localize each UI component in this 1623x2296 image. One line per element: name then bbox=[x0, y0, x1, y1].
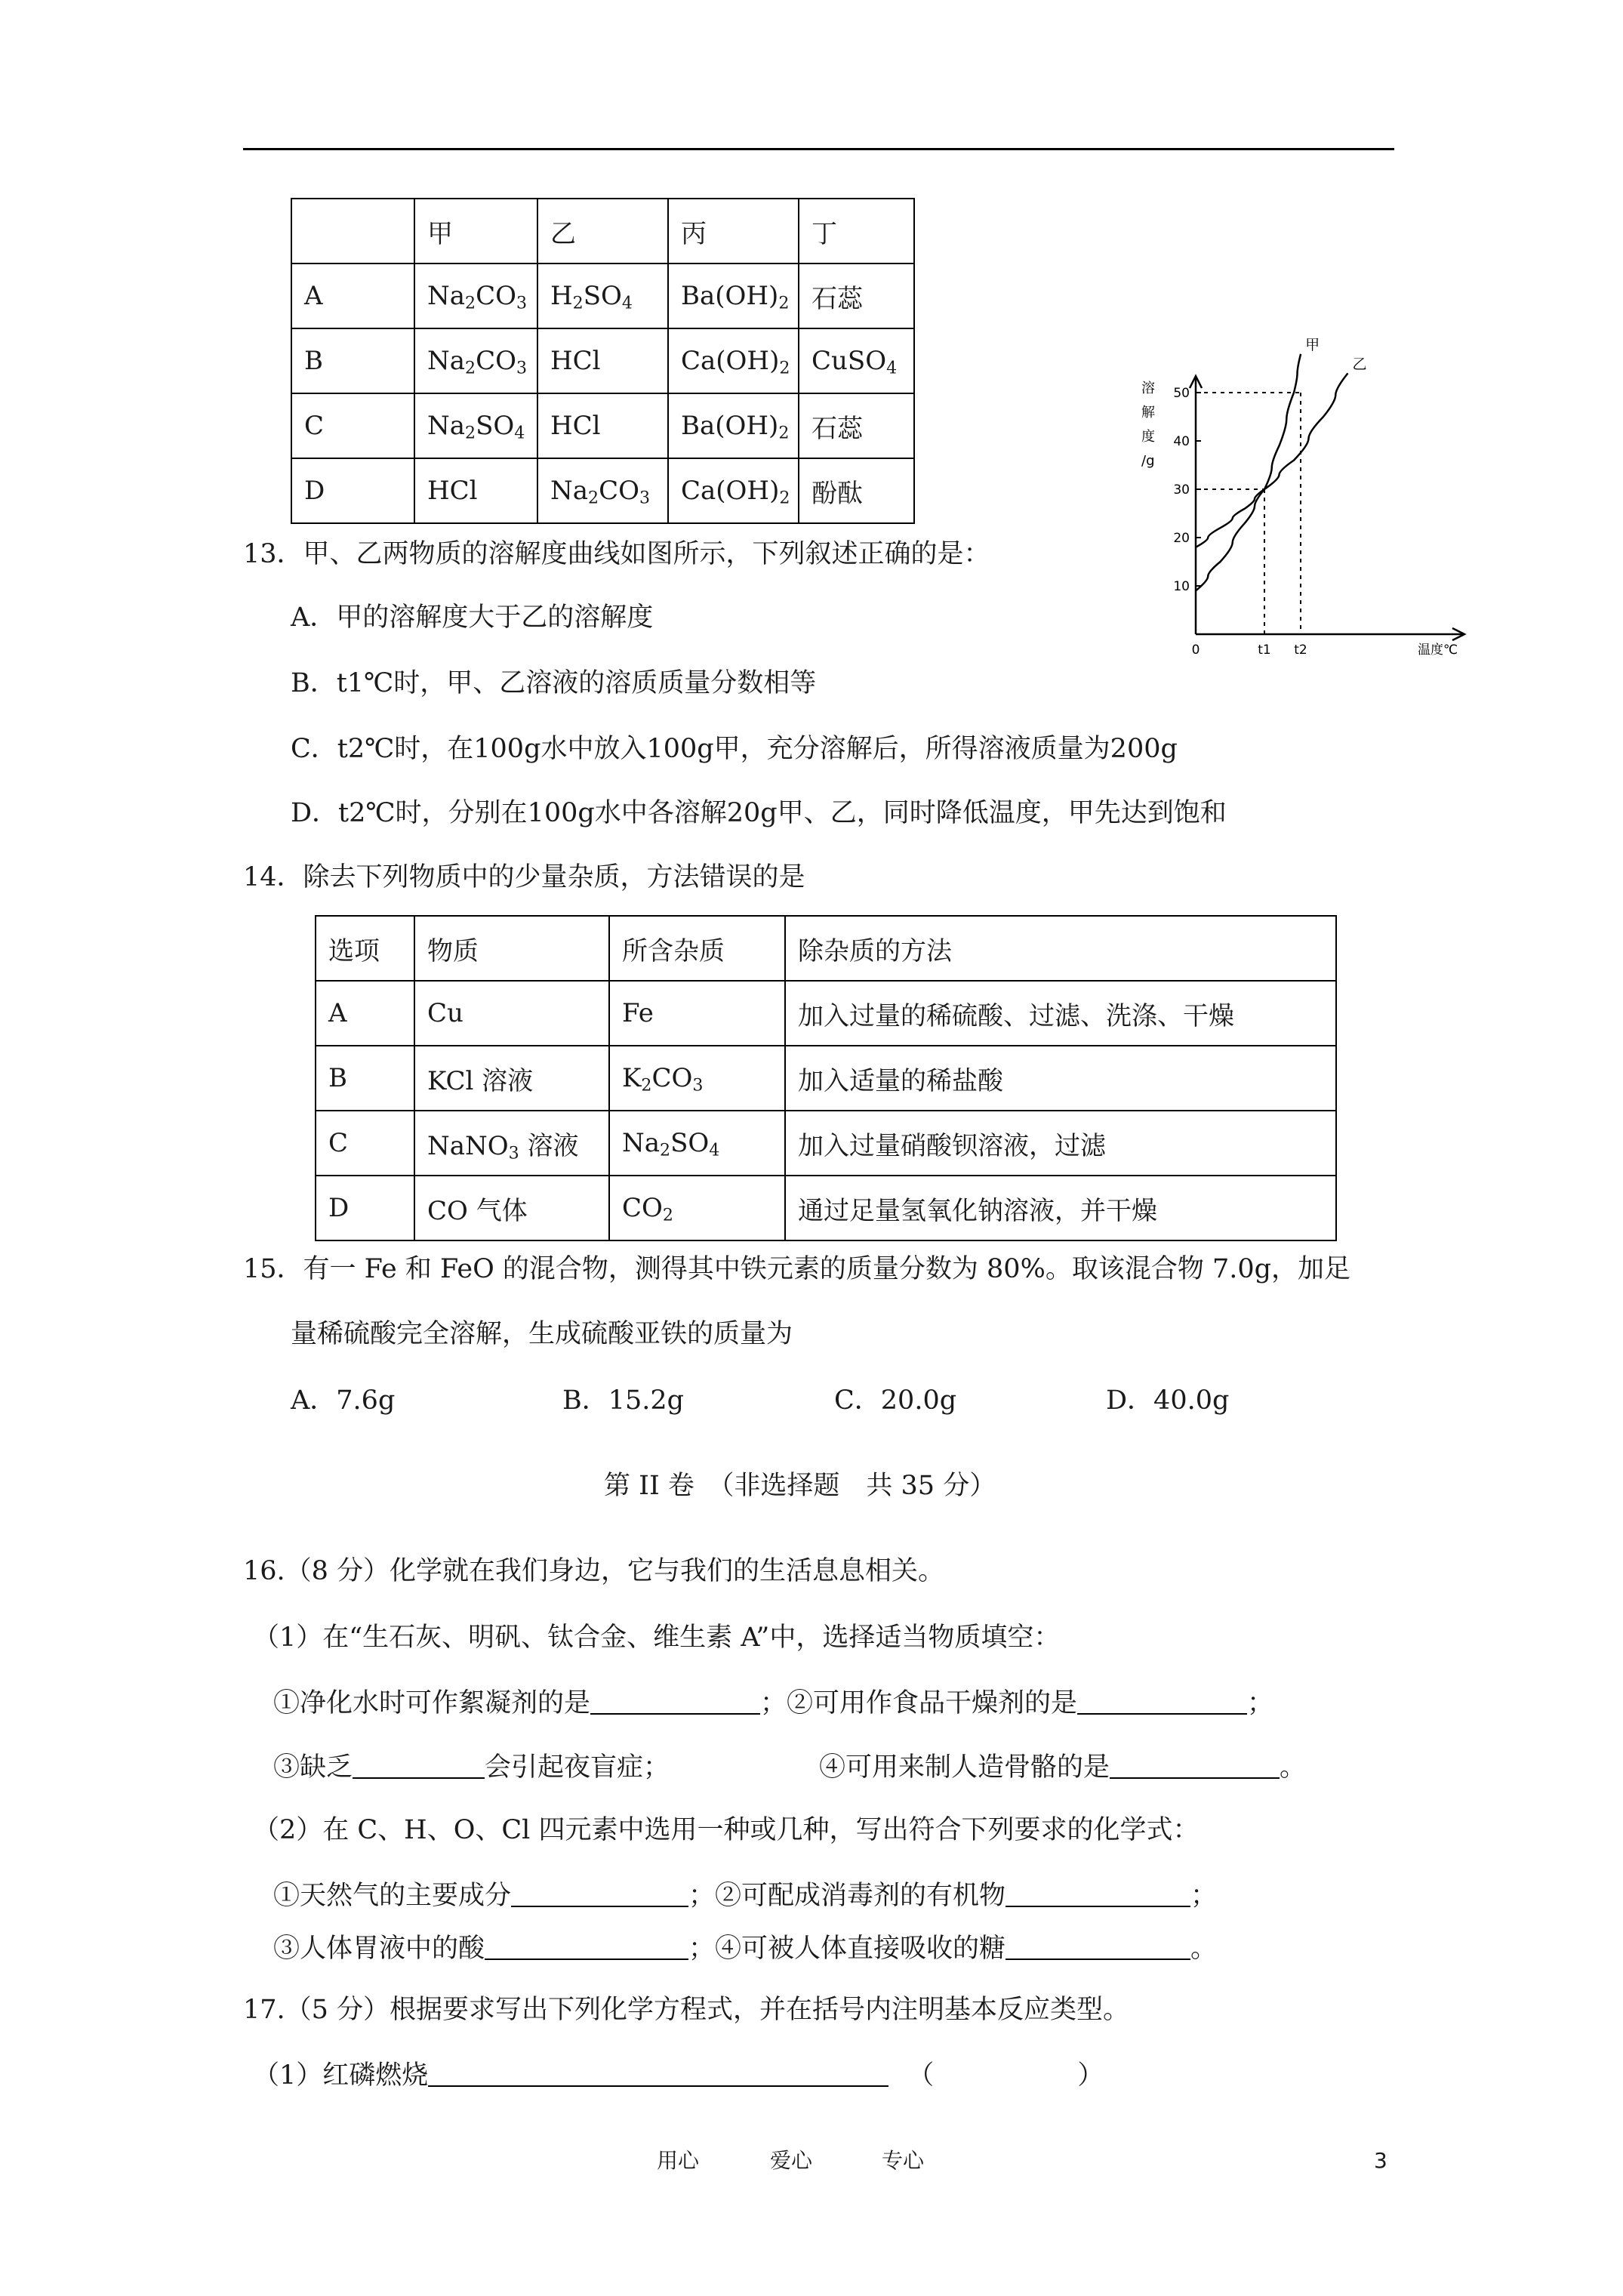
q17-part1 bbox=[253, 2061, 1104, 2089]
q16-part1-item3-tail: 会引起夜盲症； bbox=[485, 1752, 670, 1783]
table-cell: 选项 bbox=[316, 916, 414, 981]
paren-open: （ bbox=[907, 2060, 935, 2091]
table-header-row bbox=[291, 199, 914, 264]
table-cell: Cu bbox=[414, 981, 609, 1046]
table-header-row bbox=[316, 916, 1336, 981]
table-cell: D bbox=[316, 1176, 414, 1240]
table-cell: A bbox=[316, 981, 414, 1046]
answer-blank[interactable] bbox=[590, 1689, 760, 1715]
table-cell: $H_2SO_4$ bbox=[537, 264, 668, 328]
table-cell: $Na_2SO_4$ bbox=[414, 393, 537, 458]
table-cell: 乙 bbox=[537, 199, 668, 264]
table-row bbox=[291, 328, 914, 393]
answer-blank[interactable] bbox=[511, 1881, 688, 1907]
table-cell: $Na_2CO_3$ bbox=[414, 264, 537, 328]
paren-close: ） bbox=[1077, 2060, 1104, 2091]
table-cell: 物质 bbox=[414, 916, 609, 981]
table-row bbox=[316, 1111, 1336, 1176]
answer-blank[interactable] bbox=[1110, 1753, 1280, 1779]
table-cell: 加入适量的稀盐酸 bbox=[785, 1046, 1336, 1111]
table-cell: HCl bbox=[537, 328, 668, 393]
series-line-甲 bbox=[1196, 354, 1301, 591]
table-cell: $Na_2CO_3$ bbox=[414, 328, 537, 393]
q16-part1-item4 bbox=[819, 1753, 1306, 1781]
q16-part2-item2: ；②可配成消毒剂的有机物 bbox=[688, 1881, 1006, 1911]
impurity-table bbox=[315, 915, 1337, 1241]
x-tick-label: 0 bbox=[1191, 643, 1200, 658]
semicolon: ； bbox=[1190, 1881, 1218, 1911]
table-cell: $Na_2SO_4$ bbox=[609, 1111, 785, 1176]
period: 。 bbox=[1280, 1752, 1307, 1783]
table-cell bbox=[291, 199, 414, 264]
q15-option-d: D．40.0g bbox=[1106, 1385, 1230, 1416]
y-tick-label: 30 bbox=[1173, 482, 1190, 498]
table-row bbox=[291, 264, 914, 328]
q17-part1-prompt: （1）红磷燃烧 bbox=[253, 2060, 429, 2091]
q16-part1-prompt: （1）在“生石灰、明矾、钛合金、维生素 A”中，选择适当物质填空： bbox=[253, 1623, 1061, 1653]
table-row bbox=[316, 1046, 1336, 1111]
table-cell: CuSO$_4$ bbox=[799, 328, 914, 393]
y-axis-label: 解 bbox=[1141, 405, 1155, 421]
q15-line2: 量稀硫酸完全溶解，生成硫酸亚铁的质量为 bbox=[291, 1319, 793, 1349]
q14-stem: 14．除去下列物质中的少量杂质，方法错误的是 bbox=[243, 862, 805, 892]
q13-option-d: D．t2℃时，分别在100g水中各溶解20g甲、乙，同时降低温度，甲先达到饱和 bbox=[291, 798, 1227, 828]
x-tick-label: t1 bbox=[1258, 643, 1271, 658]
x-axis-label: 温度℃ bbox=[1418, 643, 1458, 658]
table-cell: 丁 bbox=[799, 199, 914, 264]
y-axis-label: 溶 bbox=[1141, 381, 1155, 396]
table-cell: $Ba(OH)_2$ bbox=[668, 393, 799, 458]
table-row bbox=[291, 458, 914, 523]
q13-stem: 13．甲、乙两物质的溶解度曲线如图所示，下列叙述正确的是： bbox=[243, 539, 990, 569]
footer-right: 专心 bbox=[882, 2148, 925, 2173]
q16-part1-item4-text: ④可用来制人造骨骼的是 bbox=[819, 1752, 1110, 1783]
table-cell: $CO_2$ bbox=[609, 1176, 785, 1240]
q17-stem: 17.（5 分）根据要求写出下列化学方程式，并在括号内注明基本反应类型。 bbox=[243, 1995, 1130, 2025]
q16-part2-item3: ③人体胃液中的酸 bbox=[273, 1934, 485, 1964]
answer-blank[interactable] bbox=[428, 2061, 888, 2087]
q15-line1: 15．有一 Fe 和 FeO 的混合物，测得其中铁元素的质量分数为 80%。取该混合物 7.0g，加足 bbox=[243, 1254, 1351, 1284]
table-cell: $Ca(OH)_2$ bbox=[668, 458, 799, 523]
table-cell: 酚酞 bbox=[799, 458, 914, 523]
answer-blank[interactable] bbox=[485, 1934, 688, 1960]
table-cell: 甲 bbox=[414, 199, 537, 264]
table-cell: 通过足量氢氧化钠溶液，并干燥 bbox=[785, 1176, 1336, 1240]
table-cell: 丙 bbox=[668, 199, 799, 264]
table-cell: A bbox=[291, 264, 414, 328]
table-cell: NaNO$_3$ 溶液 bbox=[414, 1111, 609, 1176]
reagent-table bbox=[291, 198, 915, 524]
table-cell: $Na_2CO_3$ bbox=[537, 458, 668, 523]
table-row bbox=[316, 1176, 1336, 1240]
table-cell: HCl bbox=[537, 393, 668, 458]
y-tick-label: 20 bbox=[1173, 531, 1190, 546]
y-tick-label: 50 bbox=[1173, 386, 1190, 401]
series-line-乙 bbox=[1196, 373, 1348, 547]
q16-stem: 16.（8 分）化学就在我们身边，它与我们的生活息息相关。 bbox=[243, 1556, 945, 1586]
table-cell: HCl bbox=[414, 458, 537, 523]
table-row bbox=[316, 981, 1336, 1046]
table-cell: 除杂质的方法 bbox=[785, 916, 1336, 981]
footer-mid: 爱心 bbox=[770, 2148, 813, 2173]
q16-part1-item2: ；②可用作食品干燥剂的是 bbox=[760, 1688, 1078, 1718]
page-number: 3 bbox=[1374, 2148, 1387, 2173]
q16-part2-item1: ①天然气的主要成分 bbox=[273, 1881, 512, 1911]
table-cell: D bbox=[291, 458, 414, 523]
table-cell: 石蕊 bbox=[799, 264, 914, 328]
q15-option-c: C．20.0g bbox=[834, 1385, 957, 1416]
q16-part2-prompt: （2）在 C、H、O、Cl 四元素中选用一种或几种，写出符合下列要求的化学式： bbox=[253, 1815, 1200, 1845]
q13-option-a: A．甲的溶解度大于乙的溶解度 bbox=[291, 603, 654, 633]
semicolon: ； bbox=[1247, 1688, 1274, 1718]
series-label: 乙 bbox=[1352, 356, 1367, 373]
answer-blank[interactable] bbox=[1006, 1934, 1190, 1960]
y-axis-label: 度 bbox=[1141, 429, 1155, 445]
y-axis-label: /g bbox=[1141, 453, 1155, 469]
footer-left: 用心 bbox=[657, 2148, 700, 2173]
table-cell: Fe bbox=[609, 981, 785, 1046]
q16-part2-line1 bbox=[273, 1881, 1217, 1909]
y-tick-label: 40 bbox=[1173, 434, 1190, 449]
table-cell: B bbox=[316, 1046, 414, 1111]
table-cell: $Ca(OH)_2$ bbox=[668, 328, 799, 393]
series-label: 甲 bbox=[1305, 336, 1320, 353]
x-tick-label: t2 bbox=[1294, 643, 1307, 658]
section-title: 第 II 卷 （非选择题 共 35 分） bbox=[604, 1471, 996, 1501]
y-tick-label: 10 bbox=[1173, 579, 1190, 594]
table-cell: 加入过量硝酸钡溶液，过滤 bbox=[785, 1111, 1336, 1176]
table-cell: CO 气体 bbox=[414, 1176, 609, 1240]
table-cell: B bbox=[291, 328, 414, 393]
answer-blank[interactable] bbox=[353, 1753, 485, 1779]
header-rule bbox=[243, 148, 1394, 150]
table-cell: C bbox=[316, 1111, 414, 1176]
table-cell: 加入过量的稀硫酸、过滤、洗涤、干燥 bbox=[785, 981, 1336, 1046]
table-cell: KCl 溶液 bbox=[414, 1046, 609, 1111]
solubility-chart bbox=[1132, 336, 1480, 664]
q13-option-c: C．t2℃时，在100g水中放入100g甲，充分溶解后，所得溶液质量为200g bbox=[291, 734, 1178, 764]
q16-part2-line2 bbox=[273, 1934, 1217, 1962]
table-cell: $K_2CO_3$ bbox=[609, 1046, 785, 1111]
table-row bbox=[291, 393, 914, 458]
answer-blank[interactable] bbox=[1006, 1881, 1190, 1907]
q15-option-a: A．7.6g bbox=[291, 1385, 396, 1416]
q16-part1-line1 bbox=[273, 1689, 1273, 1717]
q16-part1-line2 bbox=[273, 1753, 670, 1781]
q16-part2-item4: ；④可被人体直接吸收的糖 bbox=[688, 1934, 1006, 1964]
table-cell: C bbox=[291, 393, 414, 458]
period: 。 bbox=[1190, 1934, 1218, 1964]
table-cell: 所含杂质 bbox=[609, 916, 785, 981]
answer-blank[interactable] bbox=[1077, 1689, 1247, 1715]
q16-part1-item1: ①净化水时可作絮凝剂的是 bbox=[273, 1688, 591, 1718]
q15-option-b: B．15.2g bbox=[562, 1385, 685, 1416]
q16-part1-item3: ③缺乏 bbox=[273, 1752, 353, 1783]
table-cell: 石蕊 bbox=[799, 393, 914, 458]
table-cell: $Ba(OH)_2$ bbox=[668, 264, 799, 328]
q13-option-b: B．t1℃时，甲、乙溶液的溶质质量分数相等 bbox=[291, 668, 817, 698]
